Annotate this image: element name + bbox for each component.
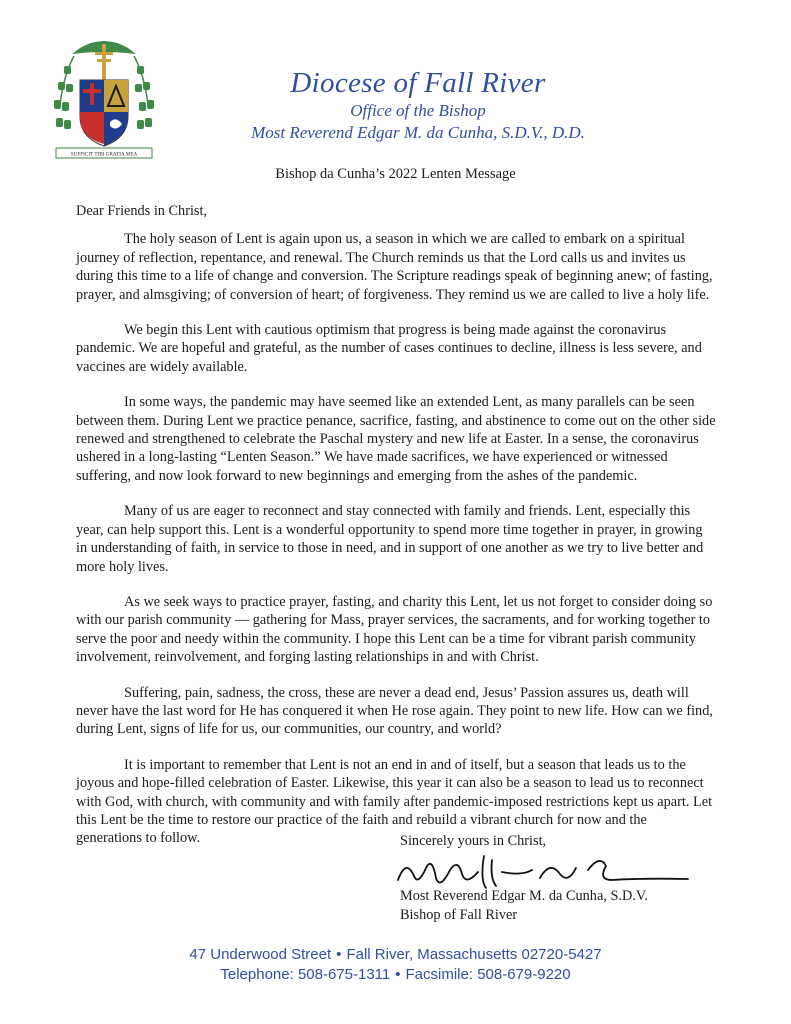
facsimile: Facsimile: 508-679-9220	[405, 966, 571, 983]
city-address: Fall River, Massachusetts 02720-5427	[346, 946, 602, 963]
letterhead	[228, 66, 608, 144]
paragraph: It is important to remember that Lent is not an end in and of itself, but a season that leads us to the joyous and hope-filled celebration of Easter. Likewise, this year it can also be a season to lead us to reconnect with God, with church, with community and with family after pandemic-imposed restrictions kept us apart. Let this Lent be the time to restore our practice of the faith and rebuild a vibrant church for now and the generations to follow.	[76, 756, 713, 847]
street-address: 47 Underwood Street	[189, 946, 332, 963]
tassels-right-icon	[134, 56, 154, 129]
footer-contact	[0, 945, 791, 985]
tassels-left-icon	[54, 56, 74, 129]
bishop-name: Most Reverend Edgar M. da Cunha, S.D.V., D.D.	[251, 123, 585, 142]
office-subtitle: Office of the Bishop	[350, 101, 486, 120]
footer-phone-line	[0, 965, 791, 985]
footer-address-line	[0, 945, 791, 965]
signer-name: Most Reverend Edgar M. da Cunha, S.D.V.	[400, 888, 648, 904]
signer-title: Bishop of Fall River	[400, 907, 518, 923]
paragraph: Suffering, pain, sadness, the cross, these are never a dead end, Jesus’ Passion assures us, death will never have the last word for He has conquered it when He rose again. They point to new life. How can we find, during Lent, signs of life for us, our communities, our country, and world?	[76, 684, 713, 738]
paragraph: We begin this Lent with cautious optimism that progress is being made against the coronavirus pandemic. We are hopeful and grateful, as the number of cases continues to decline, illness is less severe, and vaccines are widely available.	[76, 322, 702, 375]
message-heading: Bishop da Cunha’s 2022 Lenten Message	[275, 166, 516, 182]
letter-body	[76, 202, 716, 865]
motto-text: SUFFICIT TIBI GRATIA MEA	[70, 151, 138, 158]
paragraph: As we seek ways to practice prayer, fasting, and charity this Lent, let us not forget to consider doing so with our parish community — gathering for Mass, prayer services, the sacraments, and for working together to serve the poor and needy within the community. I hope this Lent can be a time for vibrant parish community involvement, reinvolvement, and forging lasting relationships in and with Christ.	[76, 593, 713, 666]
closing: Sincerely yours in Christ,	[400, 833, 547, 849]
paragraph: In some ways, the pandemic may have seemed like an extended Lent, as many parallels can be seen between them. During Lent we practice penance, sacrifice, fasting, and abstinence to come out on the other side renewed and strengthened to celebrate the Paschal mystery and new life at Easter. In a sense, the coronavirus ushered in a long-lasting “Lenten Season.” We have made sacrifices, we have experienced or witnessed suffering, and now look forward to new beginnings and emerging from the ashes of the pandemic.	[76, 394, 716, 484]
paragraph: Many of us are eager to reconnect and stay connected with family and friends. Lent, especially this year, can help support this. Lent is a wonderful opportunity to spend more time together in prayer, in growing in understanding of faith, in service to those in need, and in support of one another as we try to live better and more holy lives.	[76, 503, 704, 575]
salutation: Dear Friends in Christ,	[76, 203, 208, 219]
coat-of-arms-logo	[50, 34, 158, 162]
bullet-separator: •	[336, 946, 342, 963]
shield-icon	[80, 80, 128, 146]
bullet-separator: •	[395, 966, 401, 983]
paragraph: The holy season of Lent is again upon us, a season in which we are called to embark on a spiritual journey of reflection, repentance, and renewal. The Church reminds us that the Lord calls us and invites us during this time to a life of change and conversion. The Scripture readings speak of beginning anew; of fasting, prayer, and almsgiving; of conversion of heart; of forgiveness. They remind us we are called to live a holy life.	[76, 231, 713, 303]
telephone: Telephone: 508-675-1311	[220, 966, 391, 983]
diocese-title: Diocese of Fall River	[290, 67, 546, 99]
